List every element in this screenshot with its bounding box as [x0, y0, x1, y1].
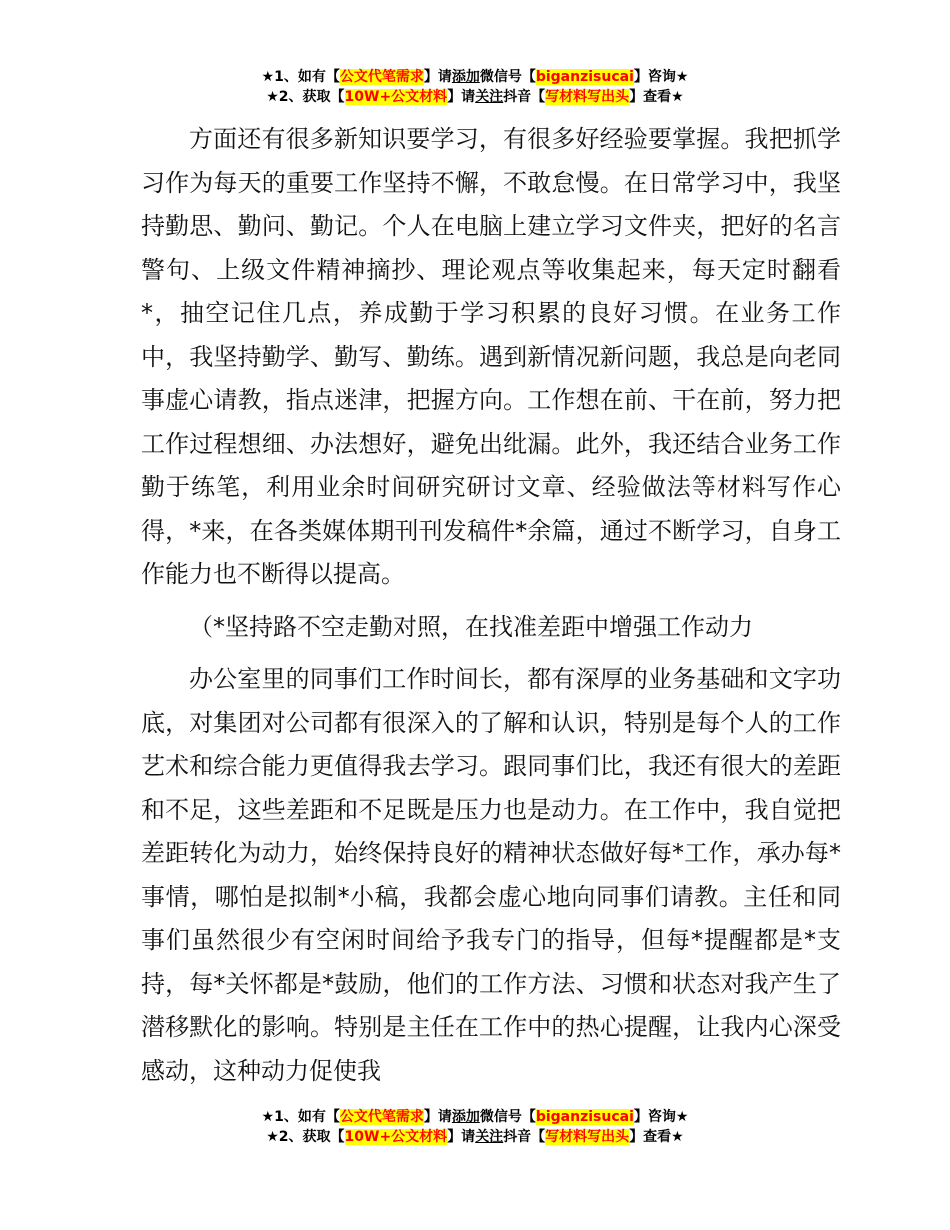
- banner-text: 抖音【: [503, 89, 546, 105]
- banner-text: ★2、获取【: [266, 89, 345, 105]
- highlight-service: 公文代笔需求: [339, 1109, 424, 1125]
- highlight-materials: 10W+公文材料: [344, 89, 448, 105]
- banner-text: 微信号【: [479, 69, 536, 85]
- highlight-douyin-account: 写材料写出头: [545, 1129, 630, 1145]
- header-banner: [0, 67, 950, 107]
- banner-text: 】咨询★: [633, 69, 689, 85]
- banner-text: ★2、获取【: [266, 1129, 345, 1145]
- highlight-wechat-id: biganzisucai: [535, 69, 634, 85]
- banner-line-1: [0, 1107, 950, 1127]
- banner-underlined-text: 添加: [451, 1109, 480, 1125]
- banner-text: 抖音【: [503, 1129, 546, 1145]
- banner-text: 】请: [447, 89, 476, 105]
- banner-underlined-text: 添加: [451, 69, 480, 85]
- banner-underlined-text: 关注: [475, 89, 504, 105]
- document-body: [141, 118, 841, 1093]
- banner-text: 】请: [447, 1129, 476, 1145]
- highlight-materials: 10W+公文材料: [344, 1129, 448, 1145]
- footer-banner: [0, 1107, 950, 1147]
- banner-text: 】咨询★: [633, 1109, 689, 1125]
- banner-line-2: [0, 1127, 950, 1147]
- paragraph: 方面还有很多新知识要学习，有很多好经验要掌握。我把抓学习作为每天的重要工作坚持不懈，不敢怠慢。在日常学习中，我坚持勤思、勤问、勤记。个人在电脑上建立学习文件夹，把好的名言警句、上级文件精神摘抄、理论观点等收集起来，每天定时翻看*，抽空记住几点，养成勤于学习积累的良好习惯。在业务工作中，我坚持勤学、勤写、勤练。遇到新情况新问题，我总是向老同事虚心请教，指点迷津，把握方向。工作想在前、干在前，努力把工作过程想细、办法想好，避免出纰漏。此外，我还结合业务工作勤于练笔，利用业余时间研究研讨文章、经验做法等材料写作心得，*来，在各类媒体期刊刊发稿件*余篇，通过不断学习，自身工作能力也不断得以提高。: [141, 125, 841, 588]
- banner-line-2: [0, 87, 950, 107]
- section-heading: （*坚持路不空走勤对照，在找准差距中增强工作动力: [189, 612, 753, 641]
- banner-text: 】请: [423, 69, 452, 85]
- highlight-wechat-id: biganzisucai: [535, 1109, 634, 1125]
- banner-text: 微信号【: [479, 1109, 536, 1125]
- banner-text: 】查看★: [629, 89, 684, 105]
- banner-text: 】请: [423, 1109, 452, 1125]
- banner-text: ★1、如有【: [261, 1109, 340, 1125]
- banner-text: ★1、如有【: [261, 69, 340, 85]
- banner-underlined-text: 关注: [475, 1129, 504, 1145]
- highlight-douyin-account: 写材料写出头: [545, 89, 630, 105]
- banner-line-1: [0, 67, 950, 87]
- paragraph: 办公室里的同事们工作时间长，都有深厚的业务基础和文字功底，对集团对公司都有很深入的了解和认识，特别是每个人的工作艺术和综合能力更值得我去学习。跟同事们比，我还有很大的差距和不足，这些差距和不足既是压力也是动力。在工作中，我自觉把差距转化为动力，始终保持良好的精神状态做好每*工作，承办每*事情，哪怕是拟制*小稿，我都会虚心地向同事们请教。主任和同事们虽然很少有空闲时间给予我专门的指导，但每*提醒都是*支持，每*关怀都是*鼓励，他们的工作方法、习惯和状态对我产生了潜移默化的影响。特别是主任在工作中的热心提醒，让我内心深受感动，这种动力促使我: [141, 665, 841, 1085]
- banner-text: 】查看★: [629, 1129, 684, 1145]
- highlight-service: 公文代笔需求: [339, 69, 424, 85]
